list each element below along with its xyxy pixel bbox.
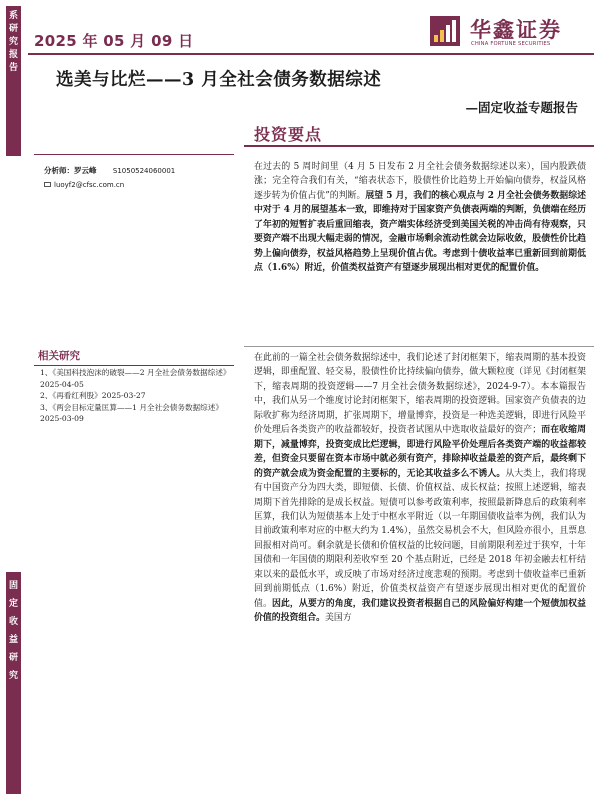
report-date: 2025 年 05 月 09 日 [34, 32, 194, 50]
report-subtitle: —固定收益专题报告 [465, 100, 578, 115]
side-label-char: 报 [8, 50, 18, 60]
body-text: 美国方 [325, 613, 352, 624]
analyst-email[interactable] [44, 181, 124, 189]
brand-logo-icon [430, 16, 460, 46]
investment-summary-paragraph-1 [254, 160, 586, 276]
section-rule [244, 145, 594, 147]
body-text-bold: 因此，从要方的角度，我们建议投资者根据自己的风险偏好构建一个短债加权益价值的投资组合。 [254, 598, 586, 624]
side-label-char: 固 [8, 581, 18, 591]
side-label-char: 系 [8, 11, 18, 21]
body-text-bold: 而在收缩周期下，减量博弈，投资变成比烂逻辑，即进行风险平价处理后各类资产端的收益都较差，但资金只要留在资本市场中就必须有资产，排除掉收益最差的资产后，最终剩下的资产就会成为资金配置的主要标的，无论其收益多么不诱人。 [254, 425, 587, 479]
brand-name-cn: 华鑫证券 [470, 18, 562, 42]
analyst-email-text: luoyf2@cfsc.com.cn [54, 181, 125, 189]
mail-icon [44, 182, 51, 187]
analyst-cert-number: S1050524060001 [112, 167, 176, 175]
side-label-char: 究 [8, 671, 18, 681]
analyst-info [34, 154, 234, 342]
body-text-bold: 展望 5 月，我们的核心观点与 2 月全社会债务数据综述中对于 4 月的展望基本一致，即维持对于国家资产负债表两端的判断，负债端在经历了年初的短暂扩表后重回缩表，资产端实体经济受到美国关税的冲击尚有待观察，只要资产端不出现大幅走弱的情况，金融市场剩余流动性就会边际收敛，股债性价比趋势上偏向债券，权益风格趋势上呈现价值占优。考虑到十债收益率已重新回到前期低点（1.6%）附近，价值类权益资产有望逐步展现出相对更优的配置价值。 [254, 190, 586, 274]
side-label-char: 告 [8, 63, 18, 73]
related-research-list [40, 367, 236, 425]
analyst-name: 分析师：罗云峰 [44, 166, 97, 175]
side-banner-bottom [6, 572, 21, 794]
body-text: 在此前的一篇全社会债务数据综述中，我们论述了封闭框架下，缩表周期的基本投资逻辑，即重配置、轻交易，股债性价比持续偏向债券，做大颗粒度（详见《封闭框架下，缩表周期的投资逻辑——7 月全社会债务数据综述》，2024-9-7）。本本篇报告中，我们从另一个维度讨论封闭框架下，缩表周期的投资逻辑。国家资产负债表的边际收扩称为经济周期，扩张周期下，增量博弈，投资是一种选美逻辑，即进行风险平价处理后各类资产的收益都较好，投资者试图从中选取收益最好的资产； [254, 353, 586, 436]
paragraph-divider [244, 346, 594, 347]
body-text: 从大类上，我们将现有中国资产分为四大类，即短债、长债、价值权益、成长权益；按照上述逻辑，缩表周期下首先排除的是成长权益。短债可以参考政策利率，按照最新降息后的政策利率匡算，我们认为短债基本上处于中枢水平附近（以一年期国债收益率为例，我们认为目前政策利率对应的中枢大约为 1.4%），虽然交易机会不大，但风险亦很小，且票息回报相对尚可。剩余就是长债和价值权益的比较问题，目前期限利差过于狭窄，十年国债和一年国债的期限利差收窄至 20 个基点附近，已经是 2018 年初金融去杠杆结束以来的最低水平，或反映了市场对经济过度悲观的预期。考虑到十债收益率已重新回到前期低点（1.6%）附近，价值类权益资产有望逐步展现出相对更优的配置价值。 [254, 468, 587, 609]
side-banner-top [6, 6, 21, 156]
body-text: 在过去的 5 周时间里（4 月 5 日发布 2 月全社会债务数据综述以来），国内股跌债涨；完全符合我们有关，“缩表状态下，股债性价比趋势上开始偏向债券，权益风格逐步转为价值占优”的判断。 [254, 162, 586, 201]
related-research-heading: 相关研究 [34, 348, 234, 366]
brand-name-en: CHINA FORTUNE SECURITIES [471, 41, 551, 47]
section-heading: 投资要点 [254, 125, 323, 144]
brand-logo [430, 14, 590, 50]
side-label-char: 研 [8, 653, 18, 663]
report-title: 选美与比烂——3 月全社会债务数据综述 [56, 70, 382, 90]
side-label-char: 究 [8, 37, 18, 47]
side-label-char: 益 [8, 635, 18, 645]
related-research-item[interactable]: 1、《美国科技泡沫的破裂——2 月全社会债务数据综述》2025-04-05 [40, 368, 231, 389]
related-research-item[interactable]: 2、《再看红利股》2025-03-27 [40, 391, 146, 400]
related-research-item[interactable]: 3、《两会目标定量匡算——1 月全社会债务数据综述》2025-03-09 [40, 402, 223, 423]
side-label-char: 收 [8, 617, 18, 627]
analyst-line [44, 165, 175, 176]
investment-summary-paragraph-2 [254, 351, 586, 626]
side-label-char: 定 [8, 599, 18, 609]
side-label-char: 研 [8, 24, 18, 34]
header-rule [28, 53, 594, 55]
